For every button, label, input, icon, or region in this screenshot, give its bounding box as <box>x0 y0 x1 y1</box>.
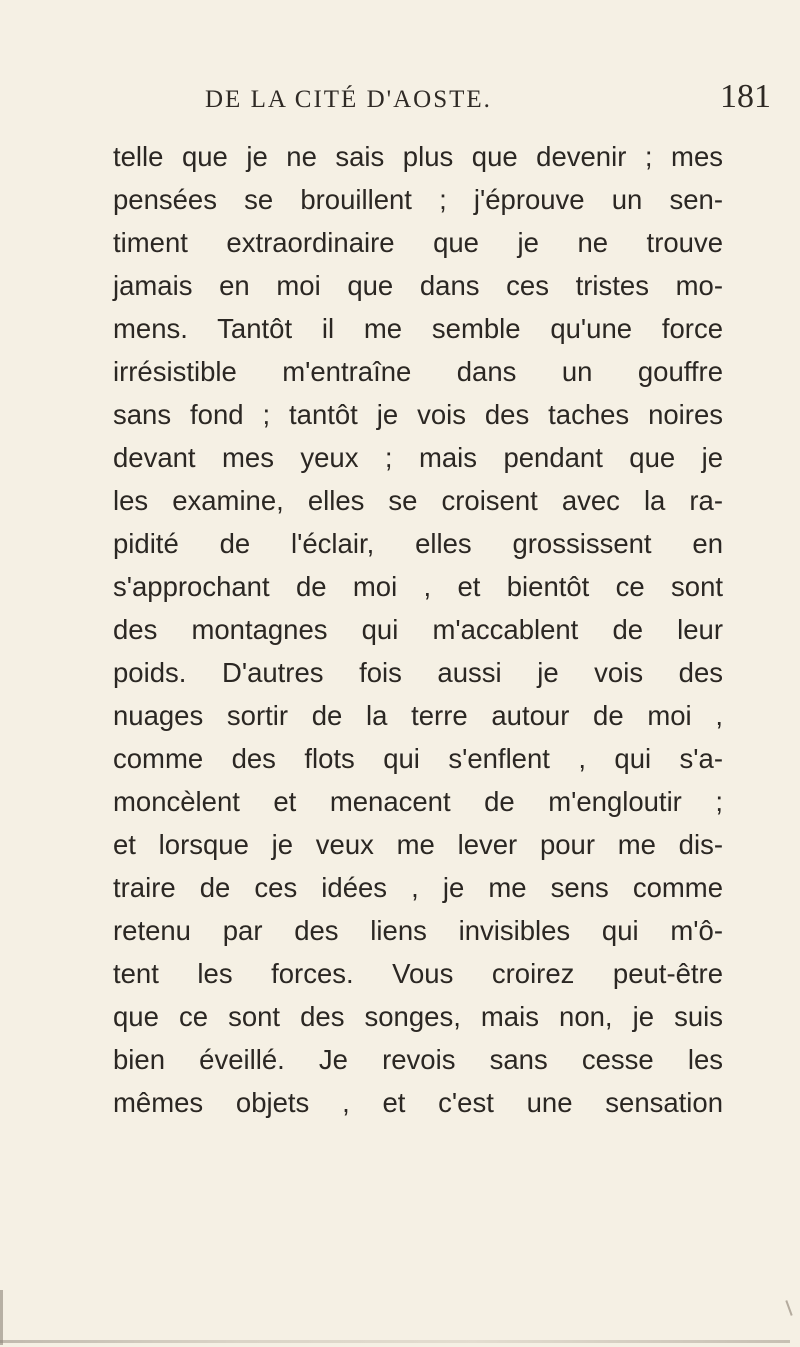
text-line: nuages sortir de la terre autour de moi , <box>113 700 723 731</box>
paper-speck <box>785 1300 792 1316</box>
running-head <box>205 86 492 114</box>
text-line: mêmes objets , et c'est une sensation <box>113 1087 723 1118</box>
text-line: pidité de l'éclair, elles grossissent en <box>113 528 723 559</box>
text-line: mens. Tantôt il me semble qu'une force <box>113 313 723 344</box>
text-line: irrésistible m'entraîne dans un gouffre <box>113 356 723 387</box>
text-line: s'approchant de moi , et bientôt ce sont <box>113 571 723 602</box>
text-line: bien éveillé. Je revois sans cesse les <box>113 1044 723 1075</box>
text-line: jamais en moi que dans ces tristes mo- <box>113 270 723 301</box>
running-title: DE LA CITÉ D'AOSTE. <box>205 86 492 113</box>
text-line: poids. D'autres fois aussi je vois des <box>113 657 723 688</box>
text-line: et lorsque je veux me lever pour me dis- <box>113 829 723 860</box>
page-edge-left <box>0 1290 3 1345</box>
text-line: timent extraordinaire que je ne trouve <box>113 227 723 258</box>
text-line: comme des flots qui s'enflent , qui s'a- <box>113 743 723 774</box>
text-line: que ce sont des songes, mais non, je suis <box>113 1001 723 1032</box>
text-line: devant mes yeux ; mais pendant que je <box>113 442 723 473</box>
text-line: tent les forces. Vous croirez peut-être <box>113 958 723 989</box>
text-line: moncèlent et menacent de m'engloutir ; <box>113 786 723 817</box>
text-line: traire de ces idées , je me sens comme <box>113 872 723 903</box>
text-line: des montagnes qui m'accablent de leur <box>113 614 723 645</box>
text-line: retenu par des liens invisibles qui m'ô- <box>113 915 723 946</box>
text-line: telle que je ne sais plus que devenir ; mes <box>113 141 723 172</box>
page-number: 181 <box>720 78 771 115</box>
body-text <box>113 135 723 1124</box>
text-line: les examine, elles se croisent avec la ra- <box>113 485 723 516</box>
text-line: pensées se brouillent ; j'éprouve un sen- <box>113 184 723 215</box>
text-line: sans fond ; tantôt je vois des taches noires <box>113 399 723 430</box>
page-edge-shadow <box>0 1340 790 1343</box>
